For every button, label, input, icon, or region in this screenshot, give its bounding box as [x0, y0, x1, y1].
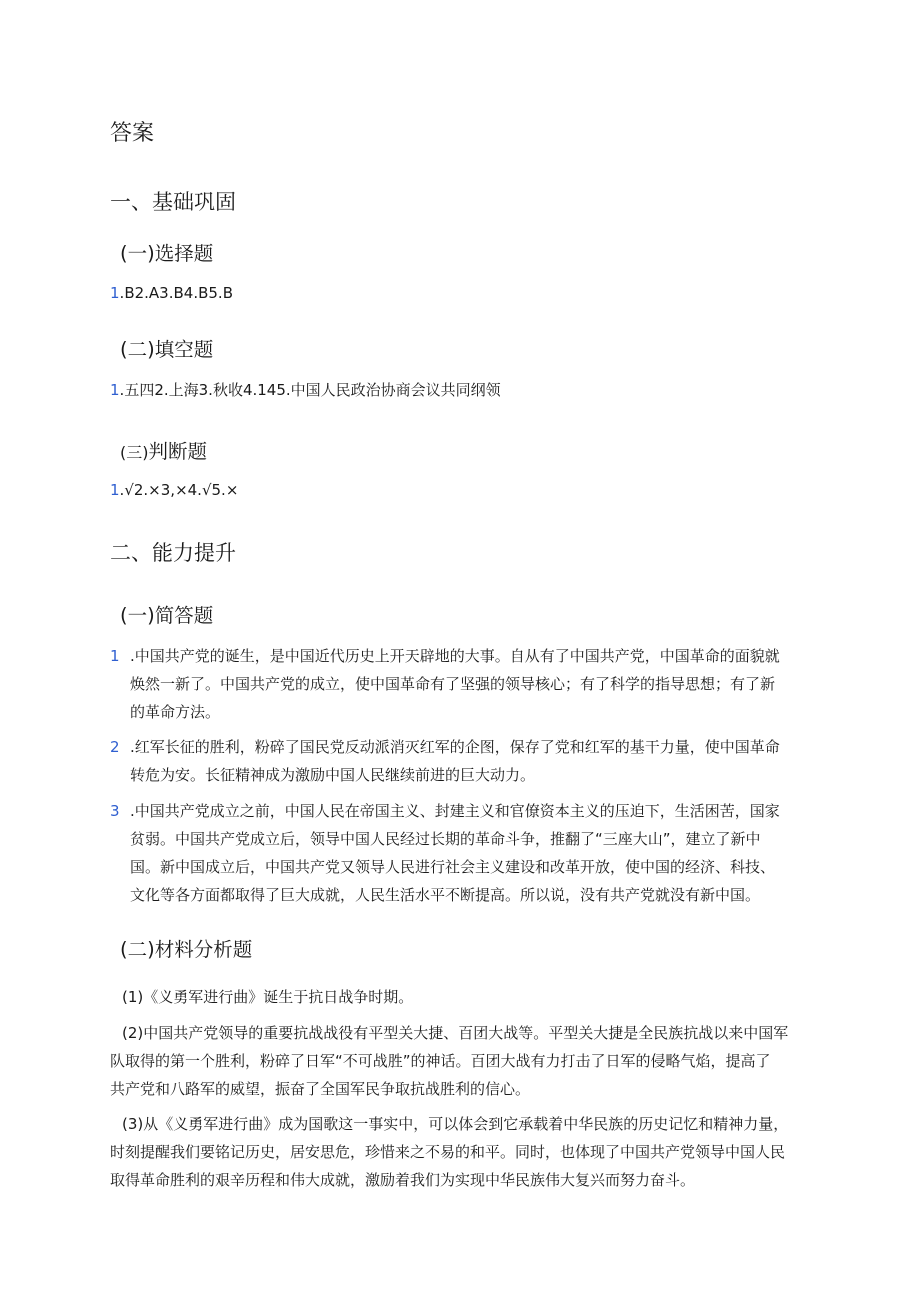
- item-line: .中国共产党的诞生，是中国近代历史上开天辟地的大事。自从有了中国共产党，中国革命的面貌就: [130, 647, 780, 665]
- item-line: 焕然一新了。中国共产党的成立，使中国革命有了坚强的领导核心；有了科学的指导思想；有了新: [130, 675, 776, 693]
- fill-num: 1: [110, 381, 120, 399]
- subheading-choice: (一)选择题: [120, 242, 214, 265]
- fill-answer-text: .五四2.上海3.秋收4.145.中国人民政治协商会议共同纲领: [119, 381, 501, 399]
- section-heading-ability: 二、能力提升: [110, 541, 236, 565]
- item-text: [130, 797, 810, 909]
- material-paragraph-1: [122, 983, 822, 1011]
- paragraph-line: (1)《义勇军进行曲》诞生于抗日战争时期。: [122, 988, 414, 1006]
- judge-answers: [110, 481, 238, 499]
- section-heading-basic: 一、基础巩固: [110, 190, 236, 214]
- fill-answers: [110, 379, 501, 400]
- subheading-judge: [120, 436, 207, 464]
- item-text: [130, 733, 810, 789]
- paragraph-line: 取得革命胜利的艰辛历程和伟大成就，激励着我们为实现中华民族伟大复兴而努力奋斗。: [110, 1171, 696, 1189]
- paragraph-line: (3)从《义勇军进行曲》成为国歌这一事实中，可以体会到它承载着中华民族的历史记忆和精神力量，: [122, 1115, 789, 1133]
- judge-heading-text: 判断题: [148, 440, 208, 463]
- item-line: 的革命方法。: [130, 703, 221, 721]
- item-line: .红军长征的胜利，粉碎了国民党反动派消灭红军的企图，保存了党和红军的基干力量，使中国革命: [130, 738, 780, 756]
- paragraph-line: (2)中国共产党领导的重要抗战战役有平型关大捷、百团大战等。平型关大捷是全民族抗战以来中国军: [122, 1024, 789, 1042]
- subheading-material-analysis: (二)材料分析题: [120, 938, 253, 961]
- paragraph-line: 共产党和八路军的威望，振奋了全国军民争取抗战胜利的信心。: [110, 1080, 531, 1098]
- item-number: 2: [110, 738, 120, 756]
- material-paragraph-3: [110, 1110, 830, 1194]
- choice-answer-text: .B2.A3.B4.B5.B: [119, 284, 233, 302]
- paragraph-line: 队取得的第一个胜利，粉碎了日军“不可战胜”的神话。百团大战有力打击了日军的侵略气焰，提高了: [110, 1052, 771, 1070]
- judge-num: 1: [110, 481, 120, 499]
- item-line: 文化等各方面都取得了巨大成就，人民生活水平不断提高。所以说，没有共产党就没有新中国。: [130, 886, 761, 904]
- item-line: 转危为安。长征精神成为激励中国人民继续前进的巨大动力。: [130, 766, 536, 784]
- item-text: [130, 642, 810, 726]
- subheading-fill: (二)填空题: [120, 338, 214, 361]
- subheading-short-answer: (一)简答题: [120, 604, 214, 627]
- choice-num: 1: [110, 284, 120, 302]
- paragraph-line: 时刻提醒我们要铭记历史，居安思危，珍惜来之不易的和平。同时，也体现了中国共产党领导中国人民: [110, 1143, 786, 1161]
- item-line: 贫弱。中国共产党成立后，领导中国人民经过长期的革命斗争，推翻了“三座大山”，建立了新中: [130, 830, 761, 848]
- item-number: 3: [110, 802, 120, 820]
- item-number: 1: [110, 647, 120, 665]
- judge-answer-text: .√2.×3,×4.√5.×: [119, 481, 239, 499]
- page-title: 答案: [110, 121, 155, 146]
- judge-heading-prefix: (三): [120, 443, 149, 462]
- short-answer-item-3: [110, 797, 810, 909]
- short-answer-item-1: [110, 642, 810, 726]
- material-paragraph-2: [110, 1019, 830, 1103]
- item-line: 国。新中国成立后，中国共产党又领导人民进行社会主义建设和改革开放，使中国的经济、科技、: [130, 858, 776, 876]
- item-line: .中国共产党成立之前，中国人民在帝国主义、封建主义和官僚资本主义的压迫下，生活困苦，国家: [130, 802, 780, 820]
- short-answer-item-2: [110, 733, 810, 789]
- choice-answers: [110, 284, 233, 302]
